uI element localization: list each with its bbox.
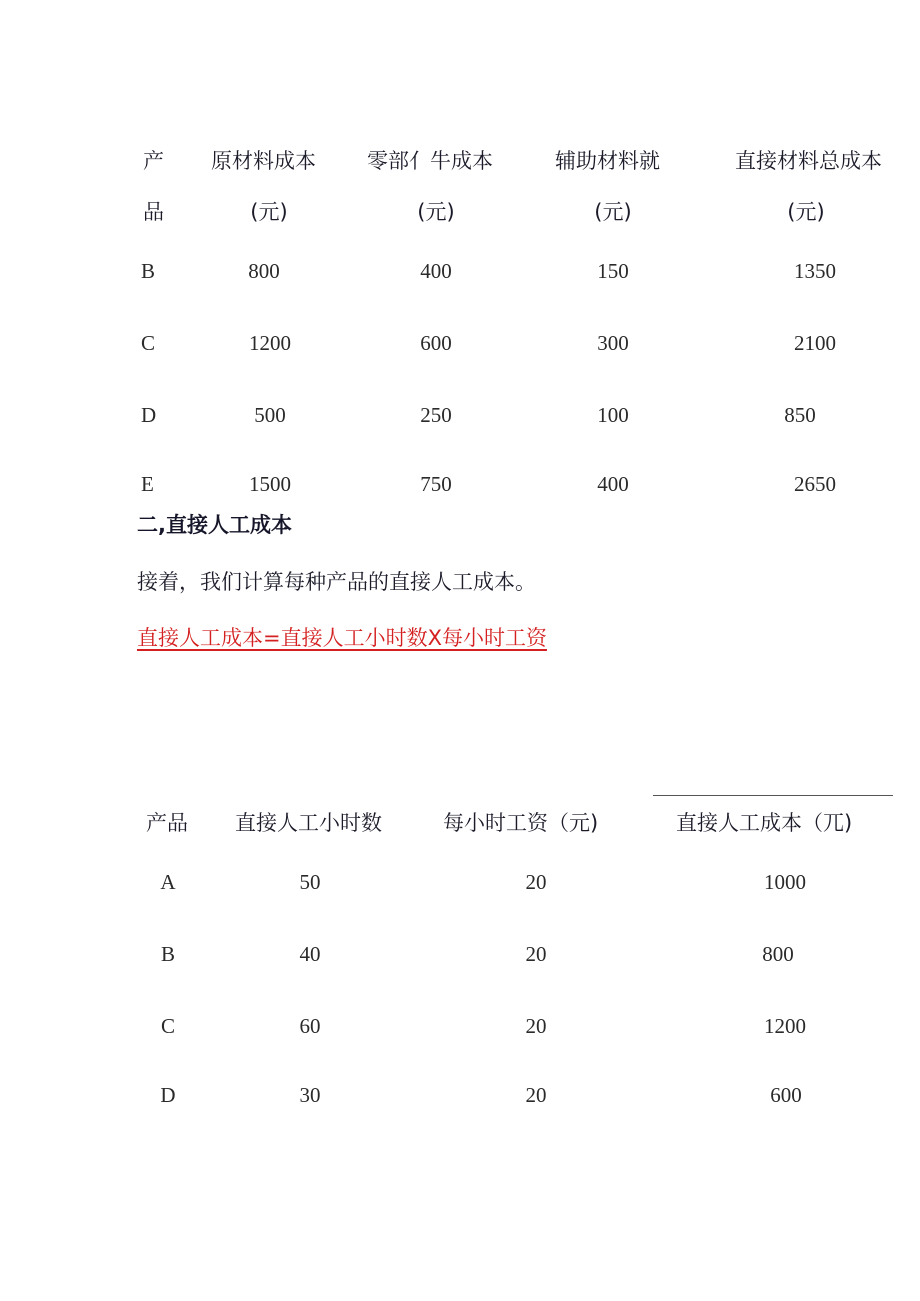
t1-row4-raw: 1500 [249, 472, 291, 496]
t1-header-parts-line2: (元) [417, 200, 455, 224]
t1-row2-parts: 600 [420, 331, 452, 355]
t1-header-total-line2: (元) [787, 200, 825, 224]
t2-row1-hours: 50 [299, 870, 321, 894]
t1-row4-parts: 750 [420, 472, 452, 496]
t1-row1-product: B [141, 259, 156, 283]
t2-row4-wage: 20 [525, 1083, 547, 1107]
t1-row2-aux: 300 [597, 331, 629, 355]
t2-row3-product: C [160, 1014, 176, 1038]
t2-row2-cost: 800 [762, 942, 794, 966]
t2-row4-product: D [160, 1083, 176, 1107]
t2-header-hours: 直接人工小时数 [235, 811, 382, 835]
t2-row4-cost: 600 [770, 1083, 802, 1107]
t2-row3-wage: 20 [525, 1014, 547, 1038]
t1-row1-raw: 800 [248, 259, 280, 283]
t2-row2-wage: 20 [525, 942, 547, 966]
header-rule [653, 795, 893, 796]
t1-row3-product: D [141, 403, 157, 427]
t1-row4-aux: 400 [597, 472, 629, 496]
t1-row2-raw: 1200 [249, 331, 291, 355]
t1-row3-raw: 500 [254, 403, 286, 427]
formula-text: 直接人工成本=直接人工小时数X每小时工资 [137, 626, 547, 650]
t2-row1-cost: 1000 [764, 870, 806, 894]
t2-row1-wage: 20 [525, 870, 547, 894]
t2-row2-hours: 40 [299, 942, 321, 966]
t1-header-product-line1: 产 [143, 149, 164, 173]
section-heading: 二,直接人工成本 [137, 513, 292, 537]
t2-row4-hours: 30 [299, 1083, 321, 1107]
t1-header-product-line2: 品 [143, 200, 164, 224]
t1-row2-total: 2100 [794, 331, 836, 355]
t1-header-auxiliary-line1: 辅助材料就 [555, 149, 660, 173]
t2-header-labor-cost: 直接人工成本（兀) [676, 811, 853, 835]
section-intro: 接着，我们计算每种产品的直接人工成本。 [137, 570, 536, 594]
t1-row2-product: C [141, 331, 156, 355]
t1-header-raw-material-line1: 原材料成本 [211, 149, 316, 173]
t1-row4-product: E [141, 472, 154, 496]
t2-row2-product: B [160, 942, 176, 966]
t1-row1-aux: 150 [597, 259, 629, 283]
t1-row1-total: 1350 [794, 259, 836, 283]
t2-row3-hours: 60 [299, 1014, 321, 1038]
t1-row3-parts: 250 [420, 403, 452, 427]
t2-row3-cost: 1200 [764, 1014, 806, 1038]
t1-header-total-line1: 直接材料总成本 [735, 149, 882, 173]
t2-row1-product: A [160, 870, 176, 894]
t1-row4-total: 2650 [794, 472, 836, 496]
t1-row3-total: 850 [784, 403, 816, 427]
t2-header-product: 产品 [146, 811, 188, 835]
t1-header-parts-line1: 零部亻牛成本 [367, 149, 493, 173]
t1-row3-aux: 100 [597, 403, 629, 427]
t1-header-auxiliary-line2: (元) [594, 200, 632, 224]
t1-row1-parts: 400 [420, 259, 452, 283]
t1-header-raw-material-line2: (元) [250, 200, 288, 224]
t2-header-wage: 每小时工资（元) [443, 811, 599, 835]
